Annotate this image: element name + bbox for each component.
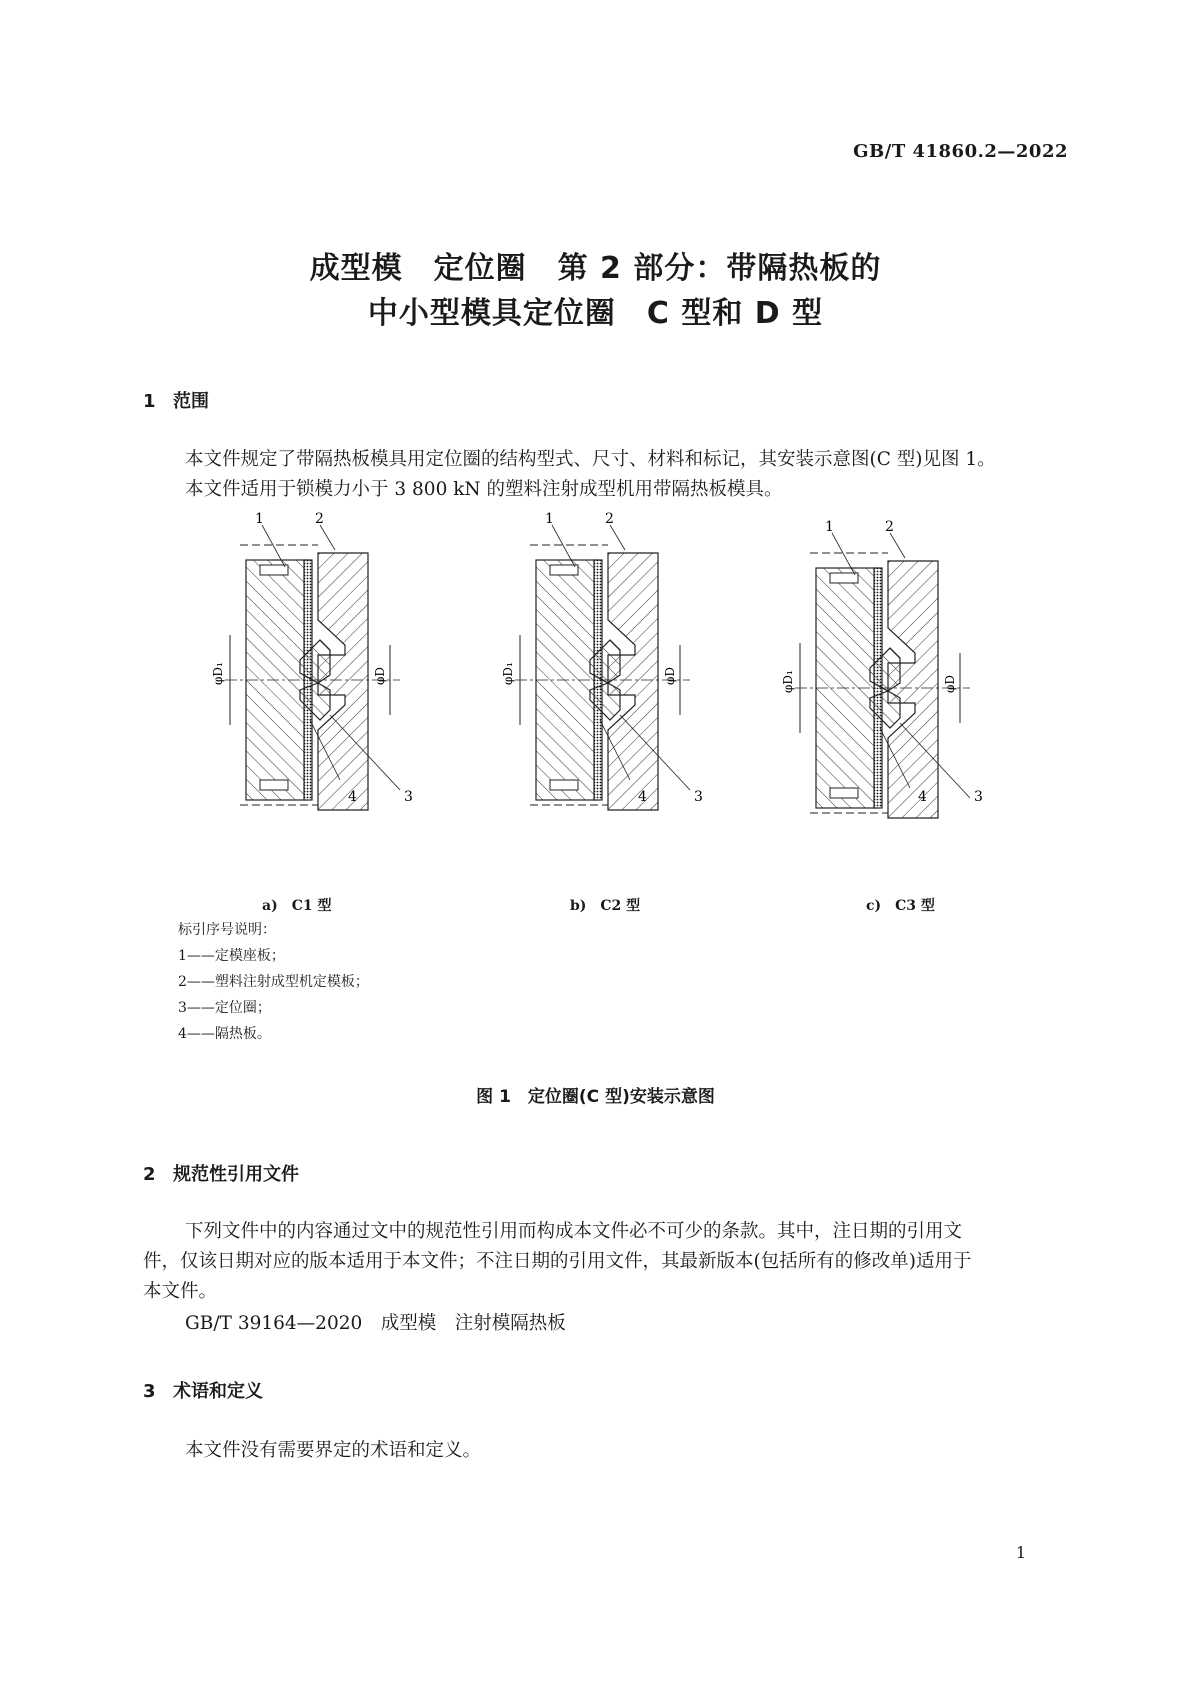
legend-title: 标引序号说明： [178,922,276,938]
section-title: 规范性引用文件 [173,1164,299,1185]
document-title-line-2: 中小型模具定位圈 C 型和 D 型 [367,296,824,331]
section-1-paragraph-1: 本文件规定了带隔热板模具用定位圈的结构型式、尺寸、材料和标记，其安装示意图(C 型)见图 1。 [185,449,996,470]
svg-text:2: 2 [605,511,614,527]
figure-1-drawing [0,505,1191,865]
section-2-paragraph-line-3: 本文件。 [143,1281,218,1302]
section-3-paragraph-1: 本文件没有需要界定的术语和定义。 [185,1440,482,1461]
section-title: 范围 [173,391,209,412]
svg-text:3: 3 [974,789,983,805]
callout-3: 3 [404,789,413,805]
normative-reference: GB/T 39164—2020 成型模 注射模隔热板 [185,1313,566,1334]
document-title-line-1: 成型模 定位圈 第 2 部分：带隔热板的 [309,251,882,286]
subfigure-label-c: c) C3 型 [866,898,935,914]
svg-text:φD₁: φD₁ [501,662,515,685]
figure-caption: 图 1 定位圈(C 型)安装示意图 [476,1087,715,1107]
page-number: 1 [1015,1543,1026,1562]
section-number: 2 [143,1164,156,1185]
svg-text:3: 3 [694,789,703,805]
drawing-c3 [781,519,983,818]
svg-text:1: 1 [545,511,554,527]
legend-item: 3——定位圈； [178,1000,271,1016]
dim-d1-label: φD₁ [211,662,225,685]
svg-text:4: 4 [638,789,647,805]
svg-text:1: 1 [825,519,834,535]
callout-1: 1 [255,511,264,527]
dim-d-label: φD [373,666,387,685]
svg-text:4: 4 [918,789,927,805]
legend-item: 1——定模座板； [178,948,285,964]
svg-text:φD: φD [943,674,957,693]
legend-item: 2——塑料注射成型机定模板； [178,974,369,990]
callout-2: 2 [315,511,324,527]
legend-item: 4——隔热板。 [178,1026,271,1042]
machine-platen [318,553,368,810]
drawing-c1 [211,511,413,810]
section-title: 术语和定义 [173,1381,263,1402]
section-1-paragraph-2: 本文件适用于锁模力小于 3 800 kN 的塑料注射成型机用带隔热板模具。 [185,479,783,500]
svg-text:φD: φD [663,666,677,685]
figure-legend [178,917,369,1047]
section-2-paragraph-line-1: 下列文件中的内容通过文中的规范性引用而构成本文件必不可少的条款。其中，注日期的引用文 [185,1221,963,1242]
section-2-paragraph-line-2: 件，仅该日期对应的版本适用于本文件；不注日期的引用文件，其最新版本(包括所有的修改单)适用于 [143,1251,972,1272]
svg-text:φD₁: φD₁ [781,670,795,693]
callout-4: 4 [348,789,357,805]
section-2-heading [143,1160,299,1186]
section-number: 1 [143,391,156,412]
drawing-c2 [501,511,703,810]
section-1-heading [143,387,209,413]
subfigure-label-a: a) C1 型 [262,898,332,914]
subfigure-label-b: b) C2 型 [570,898,641,914]
section-number: 3 [143,1381,156,1402]
svg-text:2: 2 [885,519,894,535]
standard-number: GB/T 41860.2—2022 [853,141,1068,162]
section-3-heading [143,1377,263,1403]
